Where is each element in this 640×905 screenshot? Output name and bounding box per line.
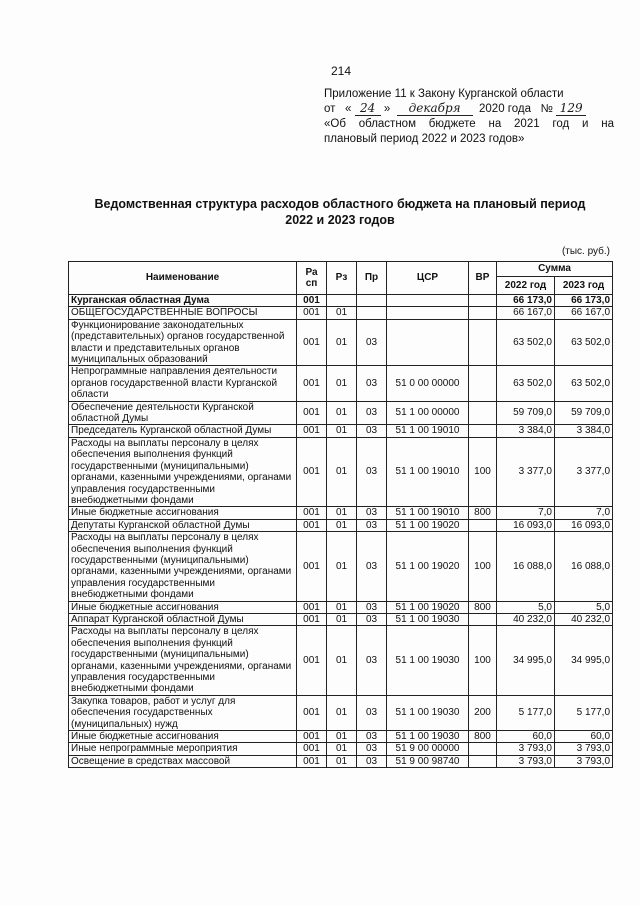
cell-pr: 03 (357, 613, 387, 625)
cell-name: ОБЩЕГОСУДАРСТВЕННЫЕ ВОПРОСЫ (69, 307, 297, 319)
cell-rasp: 001 (297, 295, 327, 307)
cell-name: Иные непрограммные мероприятия (69, 743, 297, 755)
annex-quote-close: » (383, 103, 391, 115)
annex-line-1: Приложение 11 к Закону Курганской области (324, 88, 564, 100)
table-row (69, 425, 613, 437)
cell-pr: 03 (357, 519, 387, 531)
cell-rz: 01 (327, 319, 357, 366)
table-row (69, 743, 613, 755)
cell-csr: 51 1 00 19020 (387, 519, 469, 531)
cell-2022: 16 088,0 (497, 532, 555, 601)
header-pr: Пр (357, 262, 387, 295)
page-number: 214 (331, 64, 352, 78)
annex-line-2 (324, 102, 614, 117)
annex-from: от (324, 103, 336, 115)
cell-2022: 60,0 (497, 731, 555, 743)
table-row (69, 731, 613, 743)
cell-rz: 01 (327, 731, 357, 743)
cell-vr (469, 401, 497, 425)
cell-name: Иные бюджетные ассигнования (69, 731, 297, 743)
cell-csr: 51 9 00 00000 (387, 743, 469, 755)
cell-csr: 51 1 00 19030 (387, 626, 469, 695)
cell-rasp: 001 (297, 601, 327, 613)
cell-rz (327, 295, 357, 307)
annex-number: 129 (556, 102, 586, 116)
annex-reference (324, 87, 614, 147)
cell-name: Председатель Курганской областной Думы (69, 425, 297, 437)
cell-rz: 01 (327, 519, 357, 531)
cell-rz: 01 (327, 626, 357, 695)
table-row (69, 366, 613, 401)
cell-2022: 5 177,0 (497, 695, 555, 730)
cell-csr: 51 1 00 19030 (387, 613, 469, 625)
cell-2023: 40 232,0 (555, 613, 613, 625)
annex-month: декабря (397, 102, 473, 116)
cell-2023: 63 502,0 (555, 319, 613, 366)
cell-rz: 01 (327, 532, 357, 601)
cell-vr (469, 613, 497, 625)
cell-2023: 3 384,0 (555, 425, 613, 437)
cell-2023: 16 093,0 (555, 519, 613, 531)
cell-2022: 59 709,0 (497, 401, 555, 425)
cell-vr: 800 (469, 507, 497, 519)
cell-rz: 01 (327, 601, 357, 613)
cell-2022: 40 232,0 (497, 613, 555, 625)
cell-2023: 66 167,0 (555, 307, 613, 319)
annex-line-3: «Об областном бюджете на 2021 год и на (324, 118, 614, 130)
cell-2022: 34 995,0 (497, 626, 555, 695)
cell-name: Расходы на выплаты персоналу в целях обеспечения выполнения функций государственными (муниципальными) органами, казенными учреждениями, органами управления государственными внебюджетными фондами (69, 532, 297, 601)
cell-2023: 3 377,0 (555, 437, 613, 506)
cell-name: Аппарат Курганской областной Думы (69, 613, 297, 625)
cell-csr: 51 1 00 19030 (387, 695, 469, 730)
cell-vr (469, 319, 497, 366)
cell-csr: 51 1 00 19020 (387, 532, 469, 601)
annex-number-sign: № (540, 103, 553, 115)
units-label: (тыс. руб.) (561, 246, 610, 257)
cell-2022: 63 502,0 (497, 366, 555, 401)
table-row (69, 401, 613, 425)
cell-csr: 51 1 00 19010 (387, 425, 469, 437)
header-2023: 2023 год (555, 277, 613, 295)
cell-csr: 51 1 00 19030 (387, 731, 469, 743)
budget-table (68, 261, 613, 768)
cell-vr (469, 755, 497, 767)
table-row (69, 601, 613, 613)
table-row (69, 519, 613, 531)
cell-csr (387, 295, 469, 307)
header-rasp-line-2: сп (305, 278, 318, 289)
header-name: Наименование (69, 262, 297, 295)
table-row (69, 437, 613, 506)
cell-vr: 800 (469, 731, 497, 743)
cell-rasp: 001 (297, 366, 327, 401)
cell-rasp: 001 (297, 613, 327, 625)
cell-2022: 66 173,0 (497, 295, 555, 307)
cell-pr: 03 (357, 743, 387, 755)
cell-rz: 01 (327, 437, 357, 506)
cell-csr: 51 1 00 19020 (387, 601, 469, 613)
cell-vr: 100 (469, 437, 497, 506)
cell-2022: 3 793,0 (497, 743, 555, 755)
cell-rz: 01 (327, 695, 357, 730)
cell-rasp: 001 (297, 425, 327, 437)
cell-2022: 63 502,0 (497, 319, 555, 366)
title-line-1: Ведомственная структура расходов областного бюджета на плановый период (94, 197, 586, 211)
cell-name: Непрограммные направления деятельности органов государственной власти Курганской области (69, 366, 297, 401)
cell-rasp: 001 (297, 519, 327, 531)
table-row (69, 507, 613, 519)
cell-rasp: 001 (297, 743, 327, 755)
header-2022: 2022 год (497, 277, 555, 295)
cell-2022: 3 793,0 (497, 755, 555, 767)
cell-csr: 51 9 00 98740 (387, 755, 469, 767)
cell-rz: 01 (327, 755, 357, 767)
cell-vr (469, 519, 497, 531)
cell-rz: 01 (327, 425, 357, 437)
cell-name: Иные бюджетные ассигнования (69, 601, 297, 613)
cell-2023: 5,0 (555, 601, 613, 613)
cell-vr: 100 (469, 626, 497, 695)
cell-2023: 34 995,0 (555, 626, 613, 695)
cell-2023: 60,0 (555, 731, 613, 743)
table-row (69, 626, 613, 695)
cell-csr: 51 1 00 19010 (387, 437, 469, 506)
cell-rz: 01 (327, 507, 357, 519)
cell-pr: 03 (357, 319, 387, 366)
cell-2022: 3 377,0 (497, 437, 555, 506)
cell-name: Освещение в средствах массовой (69, 755, 297, 767)
cell-rasp: 001 (297, 319, 327, 366)
cell-pr: 03 (357, 507, 387, 519)
header-sum: Сумма (497, 262, 613, 277)
cell-pr: 03 (357, 695, 387, 730)
cell-csr (387, 307, 469, 319)
annex-line-4: плановый период 2022 и 2023 годов» (324, 133, 525, 145)
cell-vr: 100 (469, 532, 497, 601)
cell-2023: 3 793,0 (555, 743, 613, 755)
cell-rasp: 001 (297, 626, 327, 695)
cell-pr: 03 (357, 731, 387, 743)
cell-csr: 51 1 00 00000 (387, 401, 469, 425)
header-rz: Рз (327, 262, 357, 295)
cell-rz: 01 (327, 613, 357, 625)
cell-2023: 59 709,0 (555, 401, 613, 425)
cell-name: Обеспечение деятельности Курганской областной Думы (69, 401, 297, 425)
cell-pr: 03 (357, 755, 387, 767)
cell-name: Курганская областная Дума (69, 295, 297, 307)
cell-2023: 5 177,0 (555, 695, 613, 730)
cell-vr (469, 425, 497, 437)
cell-pr: 03 (357, 601, 387, 613)
cell-name: Расходы на выплаты персоналу в целях обеспечения выполнения функций государственными (муниципальными) органами, казенными учреждениями, органами управления государственными внебюджетными фондами (69, 437, 297, 506)
cell-2022: 7,0 (497, 507, 555, 519)
cell-pr: 03 (357, 401, 387, 425)
cell-rz: 01 (327, 401, 357, 425)
cell-rz: 01 (327, 307, 357, 319)
header-csr: ЦСР (387, 262, 469, 295)
title-line-2: 2022 и 2023 годов (285, 213, 395, 227)
cell-name: Расходы на выплаты персоналу в целях обеспечения выполнения функций государственными (муниципальными) органами, казенными учреждениями, органами управления государственными внебюджетными фондами (69, 626, 297, 695)
cell-vr (469, 743, 497, 755)
cell-rasp: 001 (297, 401, 327, 425)
cell-vr (469, 366, 497, 401)
header-rasp (297, 262, 327, 295)
table-row (69, 295, 613, 307)
table-row (69, 755, 613, 767)
cell-name: Депутаты Курганской областной Думы (69, 519, 297, 531)
cell-pr (357, 307, 387, 319)
cell-rz: 01 (327, 743, 357, 755)
header-rasp-line-1: Ра (305, 266, 318, 278)
document-title (70, 196, 610, 228)
cell-2022: 5,0 (497, 601, 555, 613)
cell-rasp: 001 (297, 507, 327, 519)
cell-pr (357, 295, 387, 307)
cell-2023: 63 502,0 (555, 366, 613, 401)
table-row (69, 613, 613, 625)
cell-2022: 16 093,0 (497, 519, 555, 531)
cell-pr: 03 (357, 437, 387, 506)
cell-2023: 16 088,0 (555, 532, 613, 601)
cell-pr: 03 (357, 425, 387, 437)
cell-csr: 51 0 00 00000 (387, 366, 469, 401)
cell-2022: 3 384,0 (497, 425, 555, 437)
table-row (69, 532, 613, 601)
cell-rasp: 001 (297, 532, 327, 601)
table-row (69, 695, 613, 730)
cell-2023: 3 793,0 (555, 755, 613, 767)
cell-csr (387, 319, 469, 366)
cell-name: Иные бюджетные ассигнования (69, 507, 297, 519)
cell-vr (469, 295, 497, 307)
cell-2022: 66 167,0 (497, 307, 555, 319)
cell-rasp: 001 (297, 695, 327, 730)
cell-rz: 01 (327, 366, 357, 401)
cell-rasp: 001 (297, 755, 327, 767)
cell-2023: 7,0 (555, 507, 613, 519)
table-row (69, 319, 613, 366)
cell-rasp: 001 (297, 307, 327, 319)
annex-quote-open: « (345, 103, 352, 115)
cell-vr: 800 (469, 601, 497, 613)
cell-pr: 03 (357, 626, 387, 695)
annex-year: 2020 года (479, 103, 531, 115)
cell-2023: 66 173,0 (555, 295, 613, 307)
cell-rasp: 001 (297, 731, 327, 743)
cell-name: Закупка товаров, работ и услуг для обеспечения государственных (муниципальных) нужд (69, 695, 297, 730)
annex-day: 24 (355, 102, 381, 116)
cell-name: Функционирование законодательных (представительных) органов государственной власти и представительных органов муниципальных образований (69, 319, 297, 366)
cell-pr: 03 (357, 366, 387, 401)
table-row (69, 307, 613, 319)
cell-pr: 03 (357, 532, 387, 601)
cell-rasp: 001 (297, 437, 327, 506)
cell-csr: 51 1 00 19010 (387, 507, 469, 519)
cell-vr: 200 (469, 695, 497, 730)
cell-vr (469, 307, 497, 319)
header-vr: ВР (469, 262, 497, 295)
